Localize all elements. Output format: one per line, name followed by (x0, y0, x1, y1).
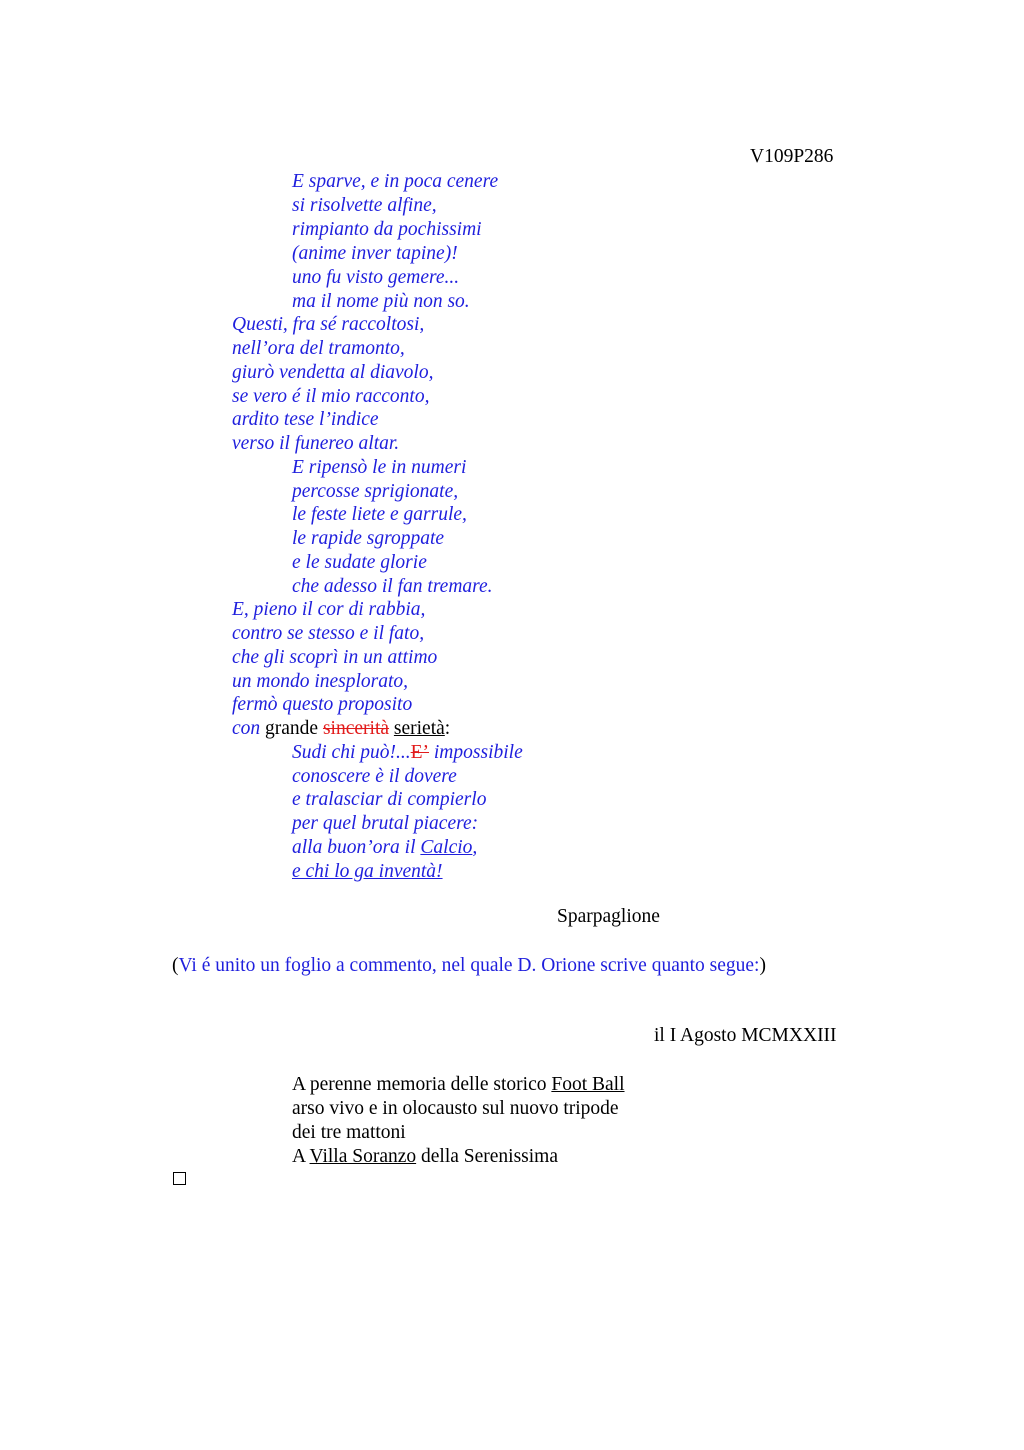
memo-line: arso vivo e in olocausto sul nuovo tripode (292, 1098, 619, 1119)
poem-line: fermò questo proposito (232, 694, 413, 715)
poem-line (292, 836, 477, 860)
poem-punctuation: : (444, 718, 451, 739)
poem-line: percosse sprigionate, (292, 481, 459, 502)
note-paren-close: ) (759, 955, 766, 976)
memo-text: A (292, 1146, 310, 1167)
note-text: Vi é unito un foglio a commento, nel quale D. Orione scrive quanto segue: (178, 955, 760, 976)
poem-line: che adesso il fan tremare. (292, 576, 493, 597)
memo-line (292, 1073, 625, 1097)
poem-line: contro se stesso e il fato, (232, 623, 425, 644)
poem-line: Questi, fra sé raccoltosi, (232, 314, 425, 335)
memo-text: della Serenissima (416, 1146, 559, 1167)
empty-square-icon (173, 1172, 186, 1185)
poem-line: un mondo inesplorato, (232, 671, 409, 692)
poem-text: impossibile (429, 742, 523, 763)
underlined-word: Foot Ball (551, 1074, 625, 1095)
poem-punctuation: , (472, 837, 478, 858)
poem-text: alla buon’ora il (292, 837, 421, 858)
poem-line: ma il nome più non so. (292, 291, 470, 312)
poem-word: grande (260, 718, 323, 739)
poem-line: rimpianto da pochissimi (292, 219, 482, 240)
memo-line: dei tre mattoni (292, 1122, 406, 1143)
poem-line: se vero é il mio racconto, (232, 386, 430, 407)
editorial-note (172, 955, 766, 977)
corrected-word: serietà (393, 718, 445, 739)
poem-line-underlined: e chi lo ga inventà! (292, 861, 443, 882)
poem-line-corrected (292, 741, 523, 765)
struck-word: E’ (410, 742, 430, 763)
poem-line: e le sudate glorie (292, 552, 427, 573)
poem-line: conoscere è il dovere (292, 766, 457, 787)
poem-line-corrected (232, 717, 450, 741)
memo-text: A perenne memoria delle storico (292, 1074, 552, 1095)
poem-line: le feste liete e garrule, (292, 504, 467, 525)
poem-text: Sudi chi può!... (292, 742, 411, 763)
underlined-word: Villa Soranzo (309, 1146, 417, 1167)
underlined-word: Calcio (420, 837, 473, 858)
poem-line: verso il funereo altar. (232, 433, 400, 454)
poem-line: (anime inver tapine)! (292, 243, 458, 264)
poem-line: le rapide sgroppate (292, 528, 445, 549)
poem-line: uno fu visto gemere... (292, 267, 460, 288)
poem-line: E ripensò le in numeri (292, 457, 467, 478)
poem-line: E sparve, e in poca cenere (292, 171, 499, 192)
poem-line: che gli scoprì in un attimo (232, 647, 438, 668)
poem-word: con (232, 718, 261, 739)
poem-line: e tralasciar di compierlo (292, 789, 487, 810)
date-line: il I Agosto MCMXXIII (654, 1025, 837, 1046)
poem-line: ardito tese l’indice (232, 409, 379, 430)
struck-word: sincerità (322, 718, 390, 739)
poem-line: giurò vendetta al diavolo, (232, 362, 434, 383)
poem-line: E, pieno il cor di rabbia, (232, 599, 426, 620)
poem-line: per quel brutal piacere: (292, 813, 479, 834)
poem-line: nell’ora del tramonto, (232, 338, 405, 359)
poem-line: si risolvette alfine, (292, 195, 437, 216)
signature: Sparpaglione (557, 906, 660, 927)
memo-line (292, 1145, 558, 1169)
note-paren-open: ( (172, 955, 179, 976)
page-identifier: V109P286 (750, 146, 834, 167)
